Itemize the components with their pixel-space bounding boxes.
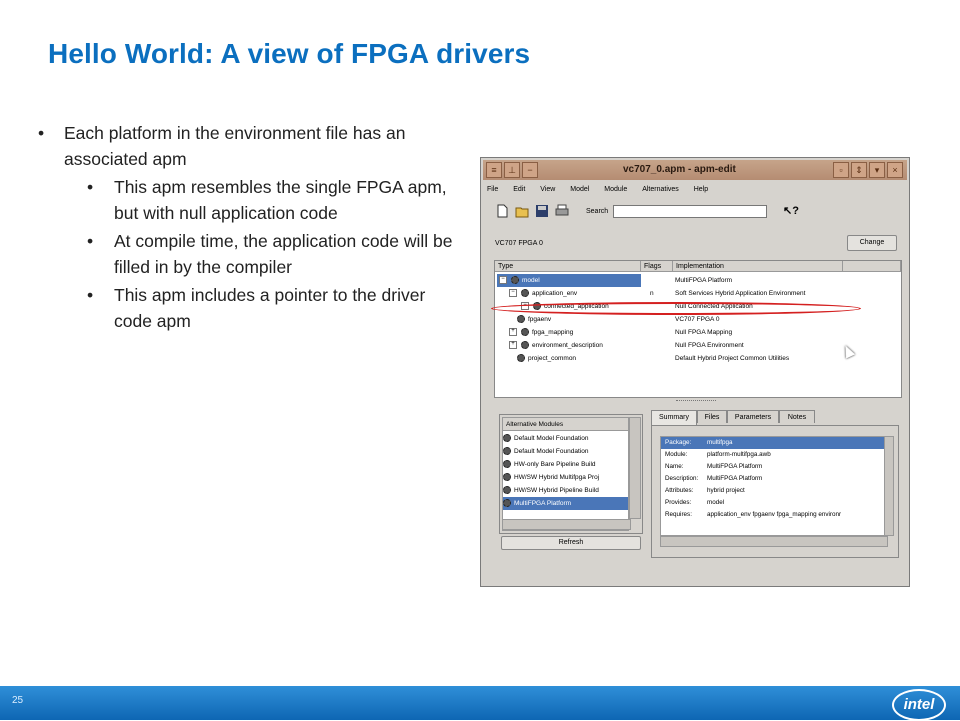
summary-row[interactable]: Attributes: hybrid project (665, 487, 745, 494)
menu-help[interactable]: Help (693, 186, 709, 193)
gear-icon (517, 354, 525, 362)
restore-icon[interactable]: ⇕ (851, 162, 867, 178)
bullet-list (38, 120, 458, 334)
apm-header-label: VC707 FPGA 0 (495, 240, 543, 247)
close-icon[interactable]: × (887, 162, 903, 178)
gear-icon (503, 447, 511, 455)
details-tabs (651, 410, 891, 424)
summary-row[interactable]: Package: multifpga (661, 437, 885, 449)
tree-row[interactable] (495, 352, 901, 365)
gear-icon (503, 486, 511, 494)
collapse-icon[interactable]: − (509, 289, 517, 297)
save-icon[interactable] (535, 204, 549, 218)
tree-row[interactable] (495, 287, 901, 300)
refresh-button[interactable]: Refresh (501, 536, 641, 550)
gear-icon (503, 473, 511, 481)
tree-row-name: project_common (517, 352, 576, 365)
module-tree (494, 260, 902, 398)
print-icon[interactable] (555, 204, 569, 218)
bullet-level2: • This apm includes a pointer to the driver code apm (38, 282, 458, 334)
summary-row[interactable]: Requires: application_env fpgaenv fpga_mapping environr (665, 511, 842, 518)
gear-icon (503, 460, 511, 468)
tree-row-flags: n (650, 290, 654, 297)
window-title: vc707_0.apm - apm-edit (623, 164, 736, 175)
tree-header-implementation[interactable]: Implementation (673, 261, 843, 272)
tree-row[interactable] (495, 274, 901, 287)
menu-bar (487, 186, 907, 198)
tree-row-impl: Null FPGA Mapping (675, 329, 733, 336)
pin-icon[interactable]: ⊥ (504, 162, 520, 178)
tab-summary[interactable]: Summary (651, 410, 697, 425)
shade-icon[interactable]: − (522, 162, 538, 178)
tree-header-type[interactable]: Type (495, 261, 641, 272)
menu-module[interactable]: Module (604, 186, 628, 193)
tree-row-name: − application_env (509, 287, 577, 300)
list-item[interactable]: HW/SW Hybrid Multifpga Proj (503, 471, 628, 484)
menu-edit[interactable]: Edit (513, 186, 526, 193)
tree-row-name: fpgaenv (517, 313, 551, 326)
expand-icon[interactable]: + (509, 341, 517, 349)
list-item[interactable]: Default Model Foundation (503, 432, 628, 445)
tree-row-name: + fpga_mapping (509, 326, 573, 339)
summary-panel (651, 425, 899, 558)
summary-row[interactable]: Description: MultiFPGA Platform (665, 475, 763, 482)
highlight-ellipse (491, 302, 861, 315)
list-item[interactable]: Default Model Foundation (503, 445, 628, 458)
horizontal-scrollbar[interactable] (502, 519, 631, 530)
tree-row-name: − model (497, 274, 641, 287)
list-item-selected[interactable]: MultiFPGA Platform (503, 497, 628, 510)
window-menu-icon[interactable]: ≡ (486, 162, 502, 178)
menu-file[interactable]: File (487, 186, 499, 193)
slide-footer (0, 686, 960, 720)
slide-title: Hello World: A view of FPGA drivers (48, 38, 531, 69)
pane-splitter[interactable] (676, 400, 716, 404)
tree-row-impl: MultiFPGA Platform (675, 277, 733, 284)
tree-row-impl: Null FPGA Environment (675, 342, 744, 349)
gear-icon (517, 315, 525, 323)
tree-row-impl: Null Connected Application (675, 303, 753, 310)
help-pointer-icon[interactable]: ↖? (783, 205, 799, 217)
gear-icon (521, 289, 529, 297)
gear-icon (503, 434, 511, 442)
menu-alternatives[interactable]: Alternatives (642, 186, 679, 193)
chevron-down-icon[interactable]: ▾ (869, 162, 885, 178)
new-file-icon[interactable] (495, 204, 509, 218)
vertical-scrollbar[interactable] (884, 436, 894, 536)
apm-edit-window (480, 157, 910, 587)
tab-notes[interactable]: Notes (779, 410, 815, 423)
summary-row[interactable]: Module: platform-multifpga.awb (665, 451, 771, 458)
tree-row-impl: Default Hybrid Project Common Utilities (675, 355, 790, 362)
tree-header-flags[interactable]: Flags (641, 261, 673, 272)
tree-row[interactable] (495, 326, 901, 339)
tree-row-impl: Soft Services Hybrid Application Environment (675, 290, 806, 297)
search-label: Search (586, 208, 609, 215)
window-titlebar[interactable] (483, 160, 907, 180)
list-item[interactable]: HW/SW Hybrid Pipeline Build (503, 484, 628, 497)
horizontal-scrollbar[interactable] (660, 536, 888, 547)
gear-icon (521, 328, 529, 336)
search-input[interactable] (613, 205, 767, 218)
bullet-level2: • At compile time, the application code will be filled in by the compiler (38, 228, 458, 280)
minimize-icon[interactable]: ▫ (833, 162, 849, 178)
alternative-modules-list (502, 417, 629, 531)
tree-row[interactable] (495, 339, 901, 352)
gear-icon (511, 276, 519, 284)
toolbar (495, 204, 895, 222)
summary-row[interactable]: Provides: model (665, 499, 725, 506)
collapse-icon[interactable]: − (499, 276, 507, 284)
tree-row-impl: VC707 FPGA 0 (675, 316, 720, 323)
open-folder-icon[interactable] (515, 204, 529, 218)
collapse-icon[interactable]: − (521, 302, 529, 310)
tree-row-name: − connected_application (521, 300, 609, 313)
alternative-modules-panel (499, 414, 643, 534)
tree-row-name: + environment_description (509, 339, 603, 352)
list-item[interactable]: HW-only Bare Pipeline Build (503, 458, 628, 471)
bullet-level1: • Each platform in the environment file has an associated apm (38, 120, 458, 172)
intel-logo: intel (892, 689, 946, 721)
tab-parameters[interactable]: Parameters (727, 410, 779, 423)
gear-icon (503, 499, 511, 507)
alt-list-header: Alternative Modules (503, 418, 628, 431)
menu-model[interactable]: Model (570, 186, 590, 193)
page-number: 25 (12, 695, 24, 706)
expand-icon[interactable]: + (509, 328, 517, 336)
tree-header-spacer (843, 261, 901, 272)
tab-files[interactable]: Files (697, 410, 727, 423)
change-button[interactable]: Change (847, 235, 897, 251)
summary-list (660, 436, 886, 536)
vertical-scrollbar[interactable] (629, 417, 641, 519)
summary-row[interactable]: Name: MultiFPGA Platform (665, 463, 763, 470)
bullet-level2: • This apm resembles the single FPGA apm, but with null application code (38, 174, 458, 226)
menu-view[interactable]: View (540, 186, 556, 193)
gear-icon (521, 341, 529, 349)
